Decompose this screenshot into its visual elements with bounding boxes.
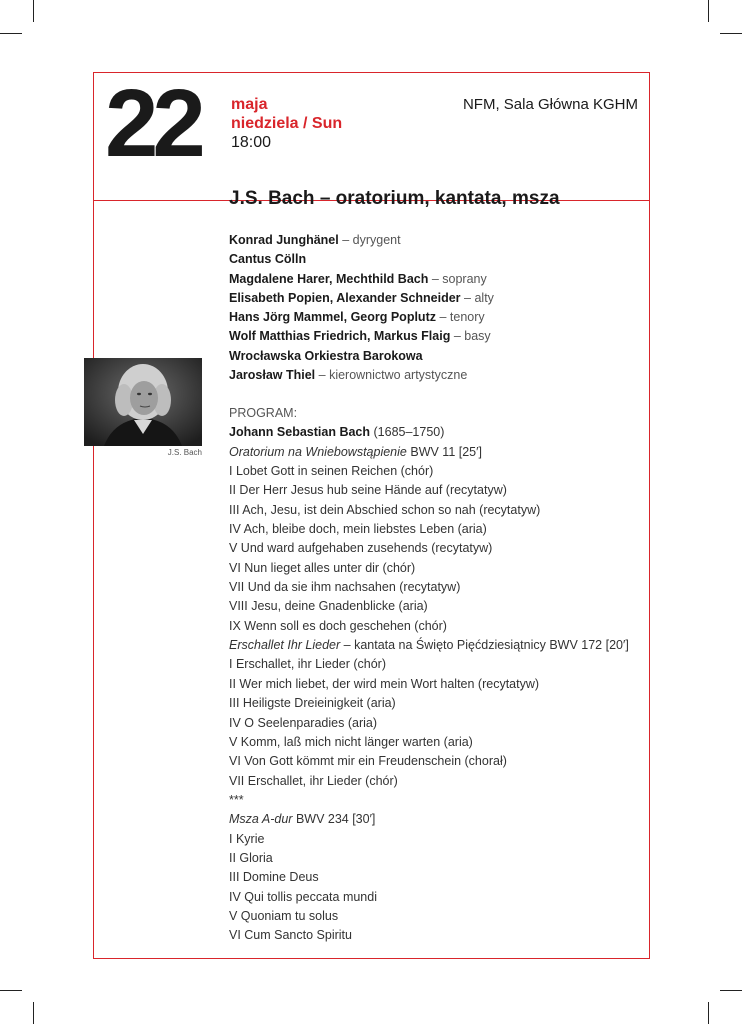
performer-role: – basy <box>453 329 491 344</box>
program-header: PROGRAM: <box>229 406 298 420</box>
event-month: maja <box>231 96 268 113</box>
performer-line <box>229 231 494 250</box>
movement: VII Erschallet, ihr Lieder (chór) <box>229 773 398 788</box>
movement: VI Cum Sancto Spiritu <box>229 928 352 943</box>
movement: IV O Seelenparadies (aria) <box>229 715 377 730</box>
event-day: 22 <box>105 70 200 177</box>
crop-mark <box>33 1002 34 1024</box>
event-venue: NFM, Sala Główna KGHM <box>462 96 638 113</box>
movement: IV Ach, bleibe doch, mein liebstes Leben (aria) <box>229 522 487 537</box>
performer-line <box>229 366 494 385</box>
movement: IV Qui tollis peccata mundi <box>229 889 377 904</box>
date-info <box>231 95 342 152</box>
movement: II Wer mich liebet, der wird mein Wort halten (recytatyw) <box>229 676 540 691</box>
performer-name: Cantus Cölln <box>229 252 307 267</box>
work-detail: – kantata na Święto Pięćdziesiątnicy BWV 172 [20′] <box>343 638 629 653</box>
movement: III Ach, Jesu, ist dein Abschied schon so nah (recytatyw) <box>229 502 541 517</box>
movement: VI Von Gott kömmt mir ein Freudenschein (chorał) <box>229 754 507 769</box>
movement: V Komm, laß mich nicht länger warten (aria) <box>229 734 473 749</box>
performer-name: Wrocławska Orkiestra Barokowa <box>229 348 423 363</box>
performer-name: Wolf Matthias Friedrich, Markus Flaig <box>229 329 451 344</box>
performer-name: Jarosław Thiel <box>229 368 316 383</box>
performer-role: – tenory <box>439 310 485 325</box>
performer-name: Konrad Junghänel <box>229 233 339 247</box>
crop-mark <box>33 0 34 22</box>
work-detail: BWV 11 [25′] <box>410 444 482 459</box>
composer-name: Johann Sebastian Bach <box>229 425 371 440</box>
movement: VI Nun lieget alles unter dir (chór) <box>229 560 416 575</box>
bach-portrait <box>84 358 202 446</box>
crop-mark <box>0 990 22 991</box>
performer-role: – alty <box>464 290 494 305</box>
performer-line <box>229 347 494 366</box>
performer-name: Hans Jörg Mammel, Georg Poplutz <box>229 310 436 325</box>
performer-line <box>229 270 494 289</box>
crop-mark <box>720 33 742 34</box>
performer-name: Elisabeth Popien, Alexander Schneider <box>229 290 461 305</box>
movement: VIII Jesu, deine Gnadenblicke (aria) <box>229 599 428 614</box>
composer-dates: (1685–1750) <box>373 425 445 440</box>
performers-list <box>229 231 494 385</box>
performer-line <box>229 308 494 327</box>
movement: I Lobet Gott in seinen Reichen (chór) <box>229 464 434 479</box>
portrait-caption: J.S. Bach <box>167 448 202 457</box>
performer-role: – kierownictwo artystyczne <box>318 368 468 383</box>
movement: II Der Herr Jesus hub seine Hände auf (recytatyw) <box>229 483 507 498</box>
work-title: Oratorium na Wniebowstąpienie <box>229 444 407 459</box>
movement: IX Wenn soll es doch geschehen (chór) <box>229 618 447 633</box>
performer-name: Magdalene Harer, Mechthild Bach <box>229 271 429 286</box>
work-title-line <box>229 443 629 462</box>
work-title-line <box>229 636 629 655</box>
program-list <box>229 404 629 946</box>
crop-mark <box>0 33 22 34</box>
movement: III Domine Deus <box>229 870 319 885</box>
work-title: Erschallet Ihr Lieder <box>229 638 341 653</box>
performer-line <box>229 327 494 346</box>
event-weekday: niedziela / Sun <box>231 115 343 132</box>
event-time: 18:00 <box>231 134 272 151</box>
movement: V Und ward aufgehaben zusehends (recytatyw) <box>229 541 493 556</box>
concert-title: J.S. Bach – oratorium, kantata, msza <box>229 188 560 209</box>
composer-line <box>229 423 629 442</box>
crop-mark <box>708 0 709 22</box>
work-title-line <box>229 810 629 829</box>
performer-line <box>229 289 494 308</box>
work-title: Msza A-dur <box>229 812 293 827</box>
work-detail: BWV 234 [30′] <box>295 812 376 827</box>
crop-mark <box>708 1002 709 1024</box>
performer-role: – soprany <box>431 271 487 286</box>
movement: I Kyrie <box>229 831 265 846</box>
movement: I Erschallet, ihr Lieder (chór) <box>229 657 387 672</box>
movement: V Quoniam tu solus <box>229 908 339 923</box>
performer-role: – dyrygent <box>342 233 401 247</box>
movement: II Gloria <box>229 850 273 865</box>
performer-line <box>229 250 494 269</box>
section-separator: *** <box>229 792 244 807</box>
crop-mark <box>720 990 742 991</box>
movement: III Heiligste Dreieinigkeit (aria) <box>229 696 396 711</box>
movement: VII Und da sie ihm nachsahen (recytatyw) <box>229 580 461 595</box>
